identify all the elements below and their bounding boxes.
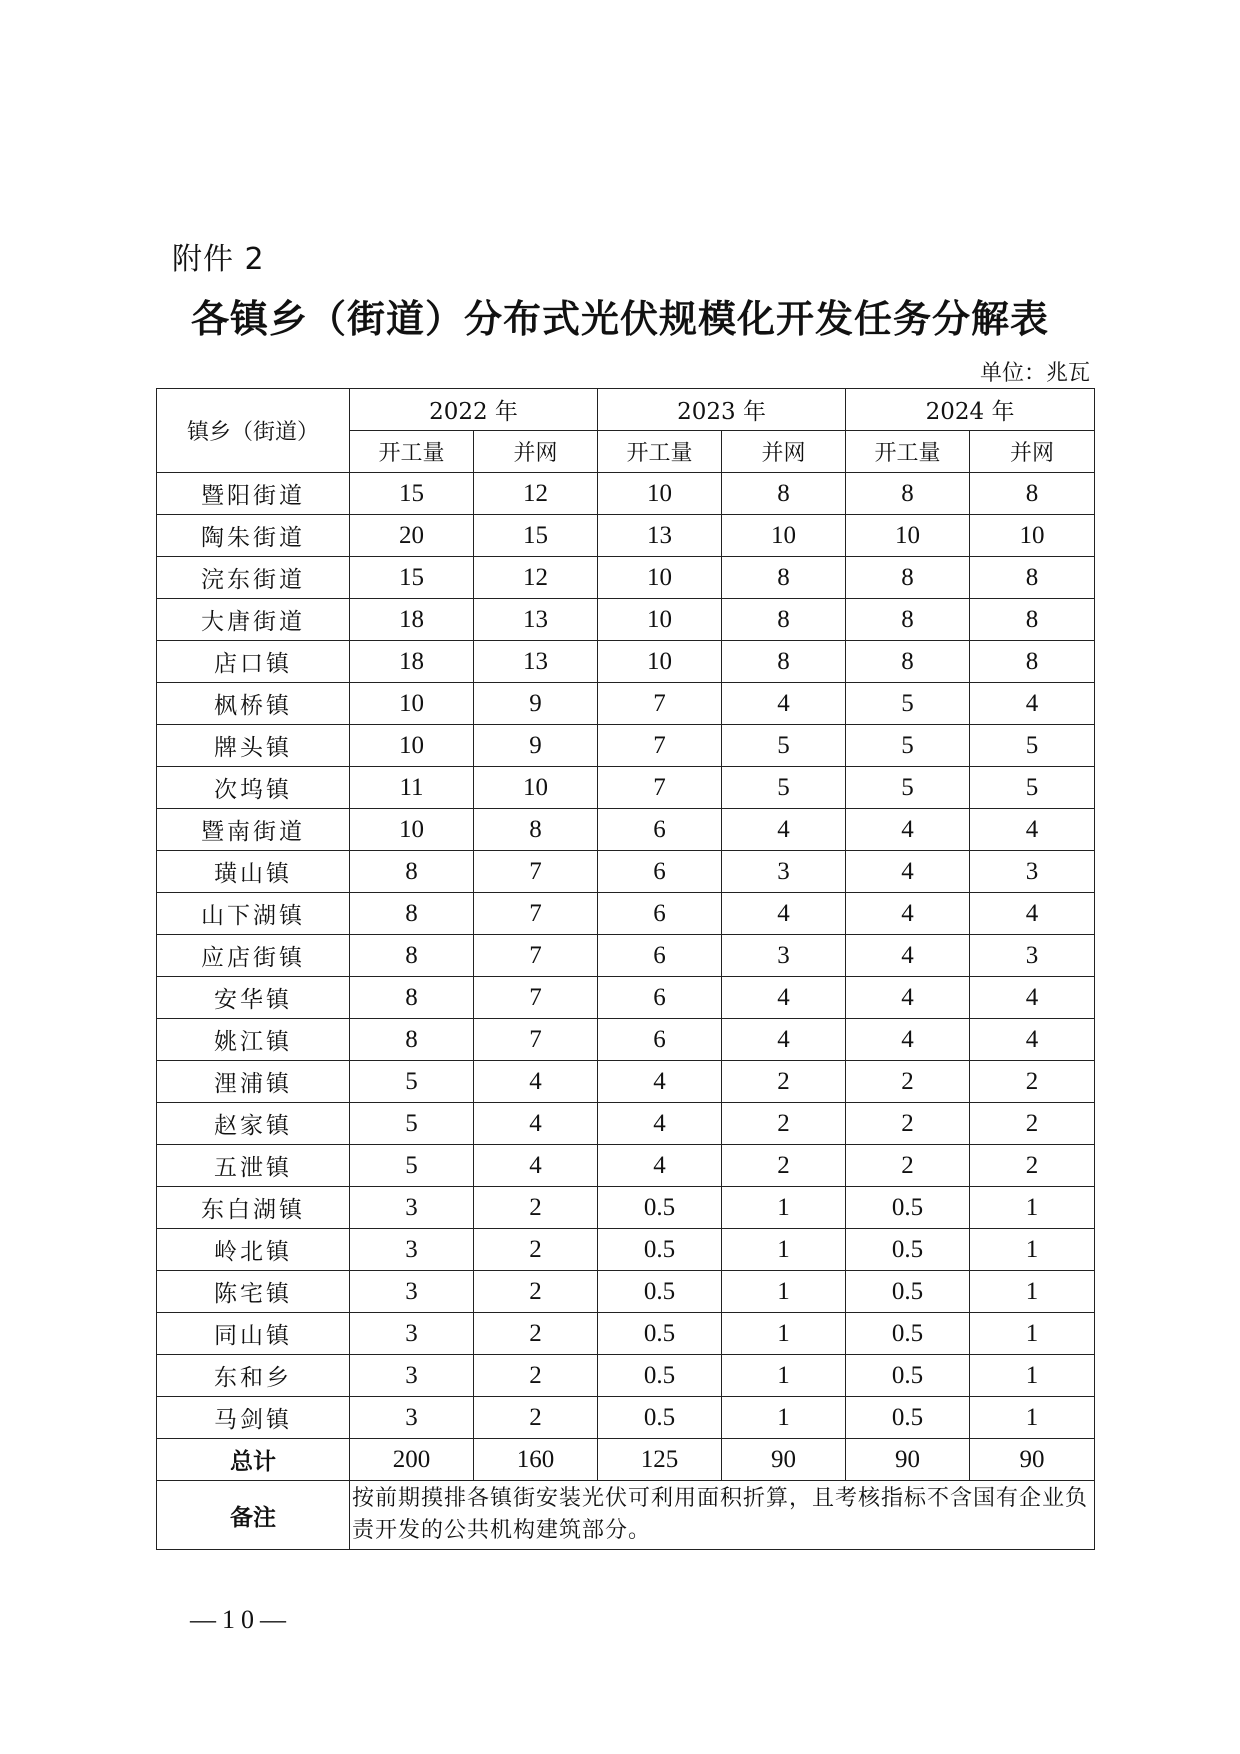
sub-header: 开工量 xyxy=(598,431,722,473)
sub-header: 并网 xyxy=(474,431,598,473)
table-row xyxy=(157,725,1095,767)
total-label: 总计 xyxy=(157,1439,350,1481)
region-name: 马剑镇 xyxy=(157,1397,350,1439)
value-cell: 7 xyxy=(474,935,598,977)
value-cell: 4 xyxy=(598,1061,722,1103)
value-cell: 5 xyxy=(722,725,846,767)
value-cell: 9 xyxy=(474,725,598,767)
value-cell: 6 xyxy=(598,809,722,851)
value-cell: 20 xyxy=(350,515,474,557)
value-cell: 8 xyxy=(722,557,846,599)
region-name: 陈宅镇 xyxy=(157,1271,350,1313)
value-cell: 7 xyxy=(598,725,722,767)
value-cell: 0.5 xyxy=(846,1355,970,1397)
value-cell: 3 xyxy=(970,851,1095,893)
value-cell: 8 xyxy=(970,473,1095,515)
table-row xyxy=(157,515,1095,557)
total-cell: 200 xyxy=(350,1439,474,1481)
value-cell: 5 xyxy=(350,1145,474,1187)
value-cell: 8 xyxy=(474,809,598,851)
value-cell: 1 xyxy=(722,1229,846,1271)
value-cell: 10 xyxy=(598,599,722,641)
region-name: 浬浦镇 xyxy=(157,1061,350,1103)
value-cell: 2 xyxy=(970,1061,1095,1103)
value-cell: 5 xyxy=(350,1061,474,1103)
value-cell: 15 xyxy=(350,557,474,599)
region-name: 东白湖镇 xyxy=(157,1187,350,1229)
table-row xyxy=(157,1145,1095,1187)
table-row xyxy=(157,977,1095,1019)
value-cell: 4 xyxy=(846,977,970,1019)
value-cell: 10 xyxy=(598,557,722,599)
value-cell: 4 xyxy=(722,1019,846,1061)
value-cell: 4 xyxy=(970,893,1095,935)
value-cell: 3 xyxy=(350,1397,474,1439)
value-cell: 2 xyxy=(722,1103,846,1145)
note-row xyxy=(157,1481,1095,1550)
value-cell: 8 xyxy=(350,935,474,977)
year-header: 2022 年 xyxy=(350,389,598,431)
value-cell: 4 xyxy=(474,1061,598,1103)
total-row xyxy=(157,1439,1095,1481)
table-row xyxy=(157,1103,1095,1145)
value-cell: 5 xyxy=(350,1103,474,1145)
sub-header: 并网 xyxy=(722,431,846,473)
value-cell: 13 xyxy=(474,599,598,641)
value-cell: 0.5 xyxy=(846,1313,970,1355)
value-cell: 18 xyxy=(350,599,474,641)
value-cell: 8 xyxy=(350,1019,474,1061)
value-cell: 13 xyxy=(598,515,722,557)
region-name: 暨南街道 xyxy=(157,809,350,851)
value-cell: 8 xyxy=(350,977,474,1019)
value-cell: 5 xyxy=(722,767,846,809)
region-name: 暨阳街道 xyxy=(157,473,350,515)
value-cell: 8 xyxy=(722,599,846,641)
total-cell: 90 xyxy=(970,1439,1095,1481)
value-cell: 15 xyxy=(350,473,474,515)
value-cell: 8 xyxy=(722,473,846,515)
note-text: 按前期摸排各镇街安装光伏可利用面积折算，且考核指标不含国有企业负责开发的公共机构建筑部分。 xyxy=(350,1481,1095,1550)
value-cell: 4 xyxy=(598,1145,722,1187)
value-cell: 4 xyxy=(722,977,846,1019)
table-row xyxy=(157,683,1095,725)
value-cell: 1 xyxy=(722,1355,846,1397)
value-cell: 4 xyxy=(474,1145,598,1187)
year-header: 2023 年 xyxy=(598,389,846,431)
total-cell: 160 xyxy=(474,1439,598,1481)
value-cell: 0.5 xyxy=(598,1271,722,1313)
value-cell: 18 xyxy=(350,641,474,683)
value-cell: 1 xyxy=(722,1271,846,1313)
table-row xyxy=(157,641,1095,683)
value-cell: 1 xyxy=(722,1313,846,1355)
table-row xyxy=(157,599,1095,641)
region-name: 次坞镇 xyxy=(157,767,350,809)
table-row xyxy=(157,1229,1095,1271)
region-name: 牌头镇 xyxy=(157,725,350,767)
value-cell: 3 xyxy=(970,935,1095,977)
table-row xyxy=(157,1187,1095,1229)
value-cell: 4 xyxy=(970,977,1095,1019)
value-cell: 6 xyxy=(598,893,722,935)
value-cell: 4 xyxy=(970,809,1095,851)
value-cell: 7 xyxy=(598,767,722,809)
value-cell: 8 xyxy=(846,557,970,599)
year-header-row xyxy=(157,389,1095,431)
value-cell: 6 xyxy=(598,851,722,893)
value-cell: 10 xyxy=(350,809,474,851)
value-cell: 2 xyxy=(722,1061,846,1103)
value-cell: 15 xyxy=(474,515,598,557)
value-cell: 2 xyxy=(474,1271,598,1313)
table-row xyxy=(157,1397,1095,1439)
value-cell: 6 xyxy=(598,977,722,1019)
table-row xyxy=(157,935,1095,977)
value-cell: 6 xyxy=(598,1019,722,1061)
value-cell: 2 xyxy=(474,1229,598,1271)
value-cell: 0.5 xyxy=(846,1187,970,1229)
value-cell: 8 xyxy=(970,599,1095,641)
value-cell: 2 xyxy=(722,1145,846,1187)
value-cell: 12 xyxy=(474,473,598,515)
value-cell: 2 xyxy=(846,1061,970,1103)
value-cell: 10 xyxy=(598,641,722,683)
table-row xyxy=(157,1271,1095,1313)
value-cell: 7 xyxy=(474,893,598,935)
value-cell: 10 xyxy=(474,767,598,809)
value-cell: 10 xyxy=(350,725,474,767)
value-cell: 8 xyxy=(970,641,1095,683)
value-cell: 2 xyxy=(846,1103,970,1145)
value-cell: 8 xyxy=(846,641,970,683)
value-cell: 1 xyxy=(970,1229,1095,1271)
value-cell: 0.5 xyxy=(846,1271,970,1313)
value-cell: 2 xyxy=(970,1145,1095,1187)
sub-header: 并网 xyxy=(970,431,1095,473)
table-body xyxy=(157,473,1095,1439)
region-name: 同山镇 xyxy=(157,1313,350,1355)
value-cell: 2 xyxy=(474,1397,598,1439)
value-cell: 1 xyxy=(722,1187,846,1229)
value-cell: 3 xyxy=(722,851,846,893)
value-cell: 4 xyxy=(722,683,846,725)
region-name: 姚江镇 xyxy=(157,1019,350,1061)
value-cell: 11 xyxy=(350,767,474,809)
value-cell: 2 xyxy=(970,1103,1095,1145)
value-cell: 7 xyxy=(598,683,722,725)
value-cell: 9 xyxy=(474,683,598,725)
total-cell: 90 xyxy=(722,1439,846,1481)
sub-header: 开工量 xyxy=(350,431,474,473)
value-cell: 12 xyxy=(474,557,598,599)
value-cell: 7 xyxy=(474,977,598,1019)
value-cell: 5 xyxy=(970,767,1095,809)
value-cell: 4 xyxy=(722,893,846,935)
value-cell: 1 xyxy=(970,1397,1095,1439)
table-row xyxy=(157,809,1095,851)
value-cell: 0.5 xyxy=(598,1355,722,1397)
total-cell: 125 xyxy=(598,1439,722,1481)
value-cell: 3 xyxy=(350,1355,474,1397)
value-cell: 2 xyxy=(474,1313,598,1355)
value-cell: 2 xyxy=(474,1187,598,1229)
region-name: 陶朱街道 xyxy=(157,515,350,557)
region-name: 店口镇 xyxy=(157,641,350,683)
value-cell: 1 xyxy=(970,1187,1095,1229)
value-cell: 5 xyxy=(846,767,970,809)
value-cell: 8 xyxy=(350,893,474,935)
value-cell: 4 xyxy=(846,935,970,977)
value-cell: 3 xyxy=(350,1187,474,1229)
value-cell: 0.5 xyxy=(598,1313,722,1355)
value-cell: 5 xyxy=(970,725,1095,767)
value-cell: 3 xyxy=(350,1271,474,1313)
value-cell: 0.5 xyxy=(598,1187,722,1229)
value-cell: 4 xyxy=(598,1103,722,1145)
value-cell: 4 xyxy=(722,809,846,851)
table-row xyxy=(157,1061,1095,1103)
value-cell: 10 xyxy=(846,515,970,557)
year-header: 2024 年 xyxy=(846,389,1095,431)
value-cell: 8 xyxy=(970,557,1095,599)
value-cell: 10 xyxy=(350,683,474,725)
value-cell: 10 xyxy=(722,515,846,557)
task-breakdown-table xyxy=(156,388,1095,1550)
value-cell: 1 xyxy=(970,1271,1095,1313)
value-cell: 10 xyxy=(598,473,722,515)
value-cell: 10 xyxy=(970,515,1095,557)
value-cell: 7 xyxy=(474,1019,598,1061)
value-cell: 3 xyxy=(350,1313,474,1355)
region-name: 赵家镇 xyxy=(157,1103,350,1145)
value-cell: 1 xyxy=(722,1397,846,1439)
value-cell: 4 xyxy=(846,893,970,935)
table-row xyxy=(157,893,1095,935)
region-name: 五泄镇 xyxy=(157,1145,350,1187)
value-cell: 3 xyxy=(350,1229,474,1271)
page-number: —10— xyxy=(190,1605,292,1634)
value-cell: 0.5 xyxy=(598,1229,722,1271)
value-cell: 8 xyxy=(846,599,970,641)
table-row xyxy=(157,473,1095,515)
table-row xyxy=(157,1355,1095,1397)
value-cell: 6 xyxy=(598,935,722,977)
value-cell: 8 xyxy=(846,473,970,515)
table-row xyxy=(157,851,1095,893)
value-cell: 2 xyxy=(846,1145,970,1187)
table-row xyxy=(157,1313,1095,1355)
table-row xyxy=(157,767,1095,809)
document-title: 各镇乡（街道）分布式光伏规模化开发任务分解表 xyxy=(190,297,1049,341)
table-row xyxy=(157,557,1095,599)
region-name: 璜山镇 xyxy=(157,851,350,893)
attachment-label: 附件 2 xyxy=(172,242,265,277)
value-cell: 5 xyxy=(846,683,970,725)
region-name: 应店街镇 xyxy=(157,935,350,977)
value-cell: 8 xyxy=(722,641,846,683)
value-cell: 4 xyxy=(970,683,1095,725)
value-cell: 2 xyxy=(474,1355,598,1397)
value-cell: 4 xyxy=(970,1019,1095,1061)
value-cell: 4 xyxy=(846,809,970,851)
value-cell: 1 xyxy=(970,1313,1095,1355)
unit-label: 单位：兆瓦 xyxy=(979,361,1090,386)
value-cell: 4 xyxy=(846,1019,970,1061)
value-cell: 0.5 xyxy=(598,1397,722,1439)
total-cell: 90 xyxy=(846,1439,970,1481)
note-label: 备注 xyxy=(157,1481,350,1550)
value-cell: 8 xyxy=(350,851,474,893)
value-cell: 1 xyxy=(970,1355,1095,1397)
region-name: 岭北镇 xyxy=(157,1229,350,1271)
value-cell: 0.5 xyxy=(846,1397,970,1439)
region-name: 山下湖镇 xyxy=(157,893,350,935)
value-cell: 13 xyxy=(474,641,598,683)
region-name: 东和乡 xyxy=(157,1355,350,1397)
value-cell: 4 xyxy=(474,1103,598,1145)
value-cell: 3 xyxy=(722,935,846,977)
value-cell: 7 xyxy=(474,851,598,893)
value-cell: 0.5 xyxy=(846,1229,970,1271)
region-name: 枫桥镇 xyxy=(157,683,350,725)
region-name: 安华镇 xyxy=(157,977,350,1019)
sub-header: 开工量 xyxy=(846,431,970,473)
value-cell: 4 xyxy=(846,851,970,893)
region-name: 浣东街道 xyxy=(157,557,350,599)
table-row xyxy=(157,1019,1095,1061)
region-name: 大唐街道 xyxy=(157,599,350,641)
region-header: 镇乡（街道） xyxy=(157,389,350,473)
value-cell: 5 xyxy=(846,725,970,767)
